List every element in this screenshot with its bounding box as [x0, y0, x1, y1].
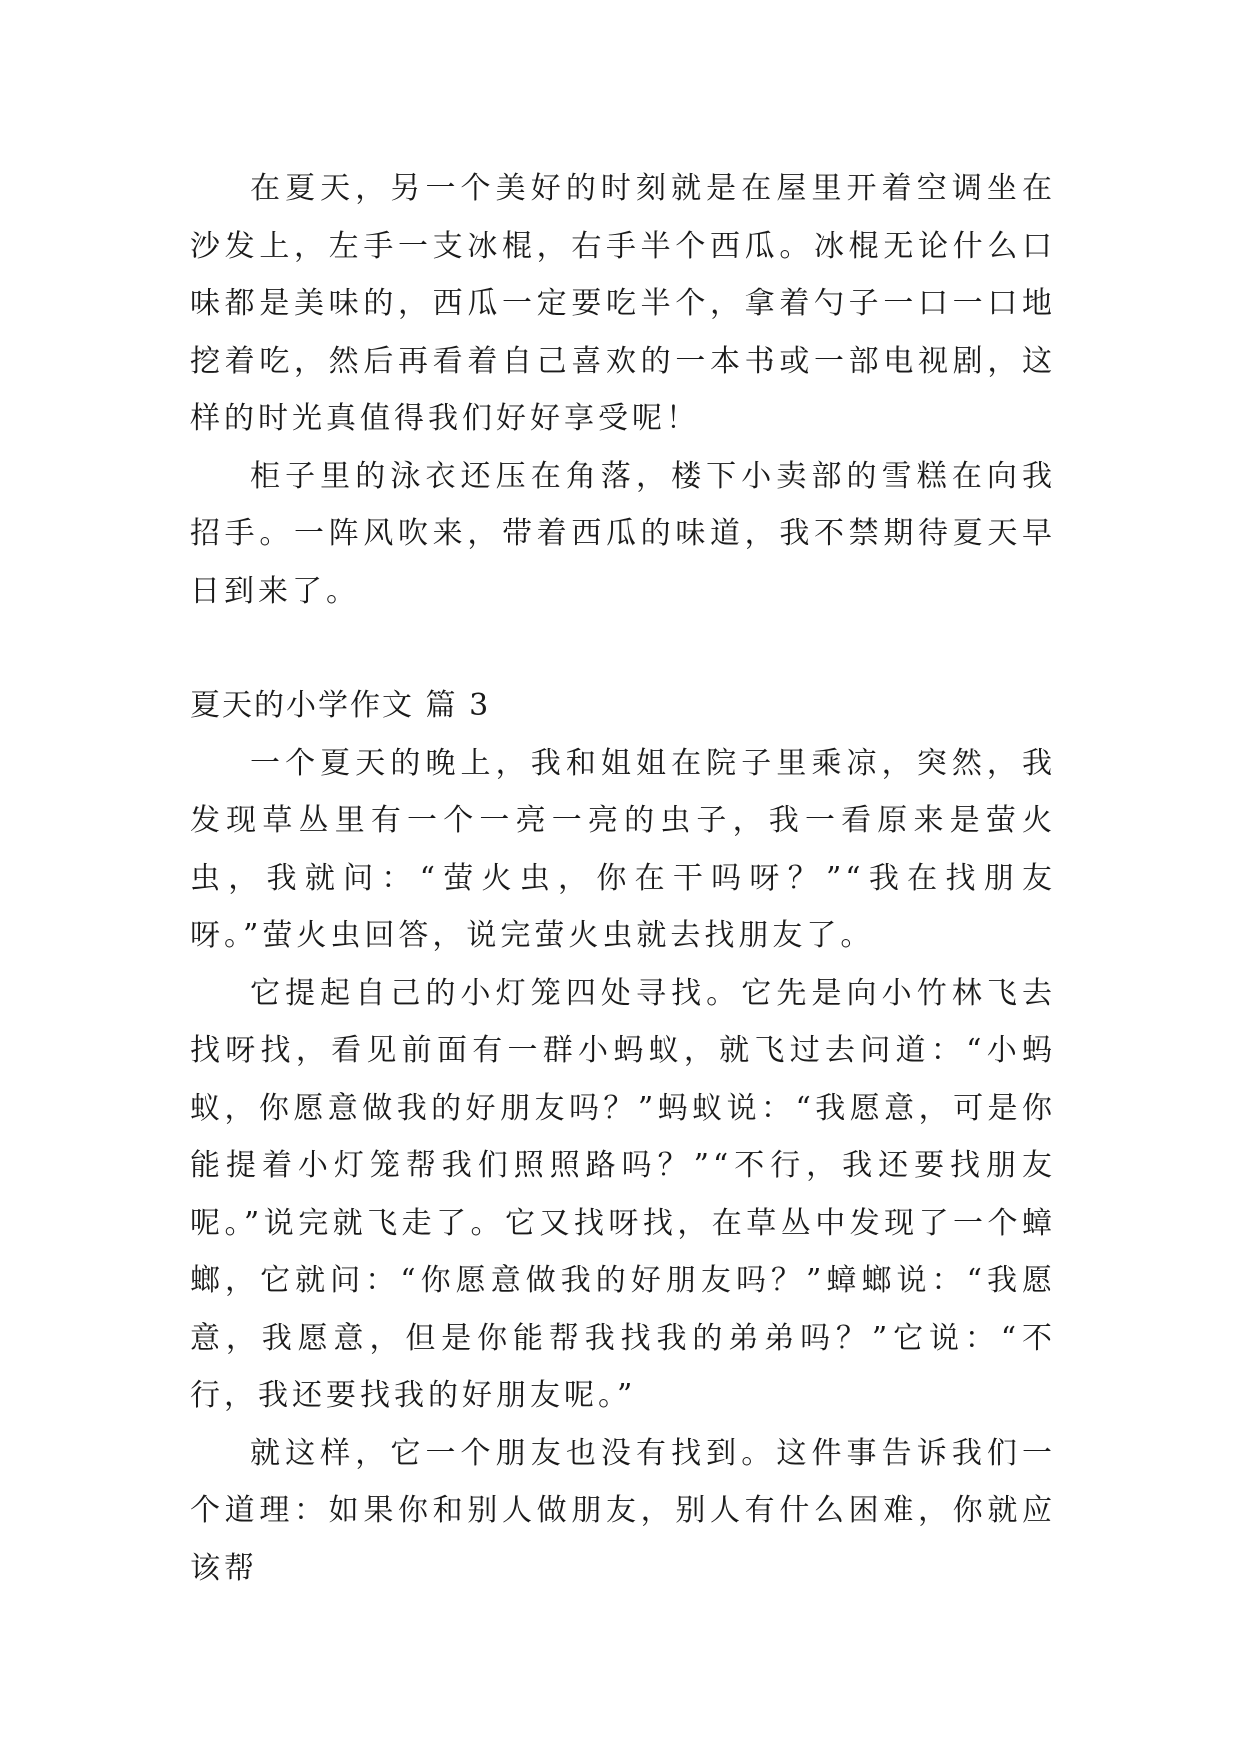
- section-heading: 夏天的小学作文 篇 3: [190, 688, 491, 723]
- paragraph: 一个夏天的晚上，我和姐姐在院子里乘凉，突然，我发现草丛里有一个一亮一亮的虫子，我一看原来是萤火虫，我就问：“萤火虫，你在干吗呀？”“我在找朋友呀。”萤火虫回答，说完萤火虫就去找朋友了。: [190, 745, 1056, 953]
- section-spacer: [190, 620, 1056, 677]
- document-body: [190, 160, 1056, 1597]
- paragraph: 在夏天，另一个美好的时刻就是在屋里开着空调坐在沙发上，左手一支冰棍，右手半个西瓜。冰棍无论什么口味都是美味的，西瓜一定要吃半个，拿着勺子一口一口地挖着吃，然后再看着自己喜欢的一本书或一部电视剧，这样的时光真值得我们好好享受呢！: [190, 171, 1056, 436]
- paragraph: 它提起自己的小灯笼四处寻找。它先是向小竹林飞去找呀找，看见前面有一群小蚂蚁，就飞过去问道：“小蚂蚁，你愿意做我的好朋友吗？”蚂蚁说：“我愿意，可是你能提着小灯笼帮我们照照路吗？”“不行，我还要找朋友呢。”说完就飞走了。它又找呀找，在草丛中发现了一个蟑螂，它就问：“你愿意做我的好朋友吗？”蟑螂说：“我愿意，我愿意，但是你能帮我找我的弟弟吗？”它说：“不行，我还要找我的好朋友呢。”: [190, 975, 1056, 1413]
- paragraph: 柜子里的泳衣还压在角落，楼下小卖部的雪糕在向我招手。一阵风吹来，带着西瓜的味道，我不禁期待夏天早日到来了。: [190, 458, 1056, 609]
- paragraph: 就这样，它一个朋友也没有找到。这件事告诉我们一个道理：如果你和别人做朋友，别人有什么困难，你就应该帮: [190, 1435, 1056, 1586]
